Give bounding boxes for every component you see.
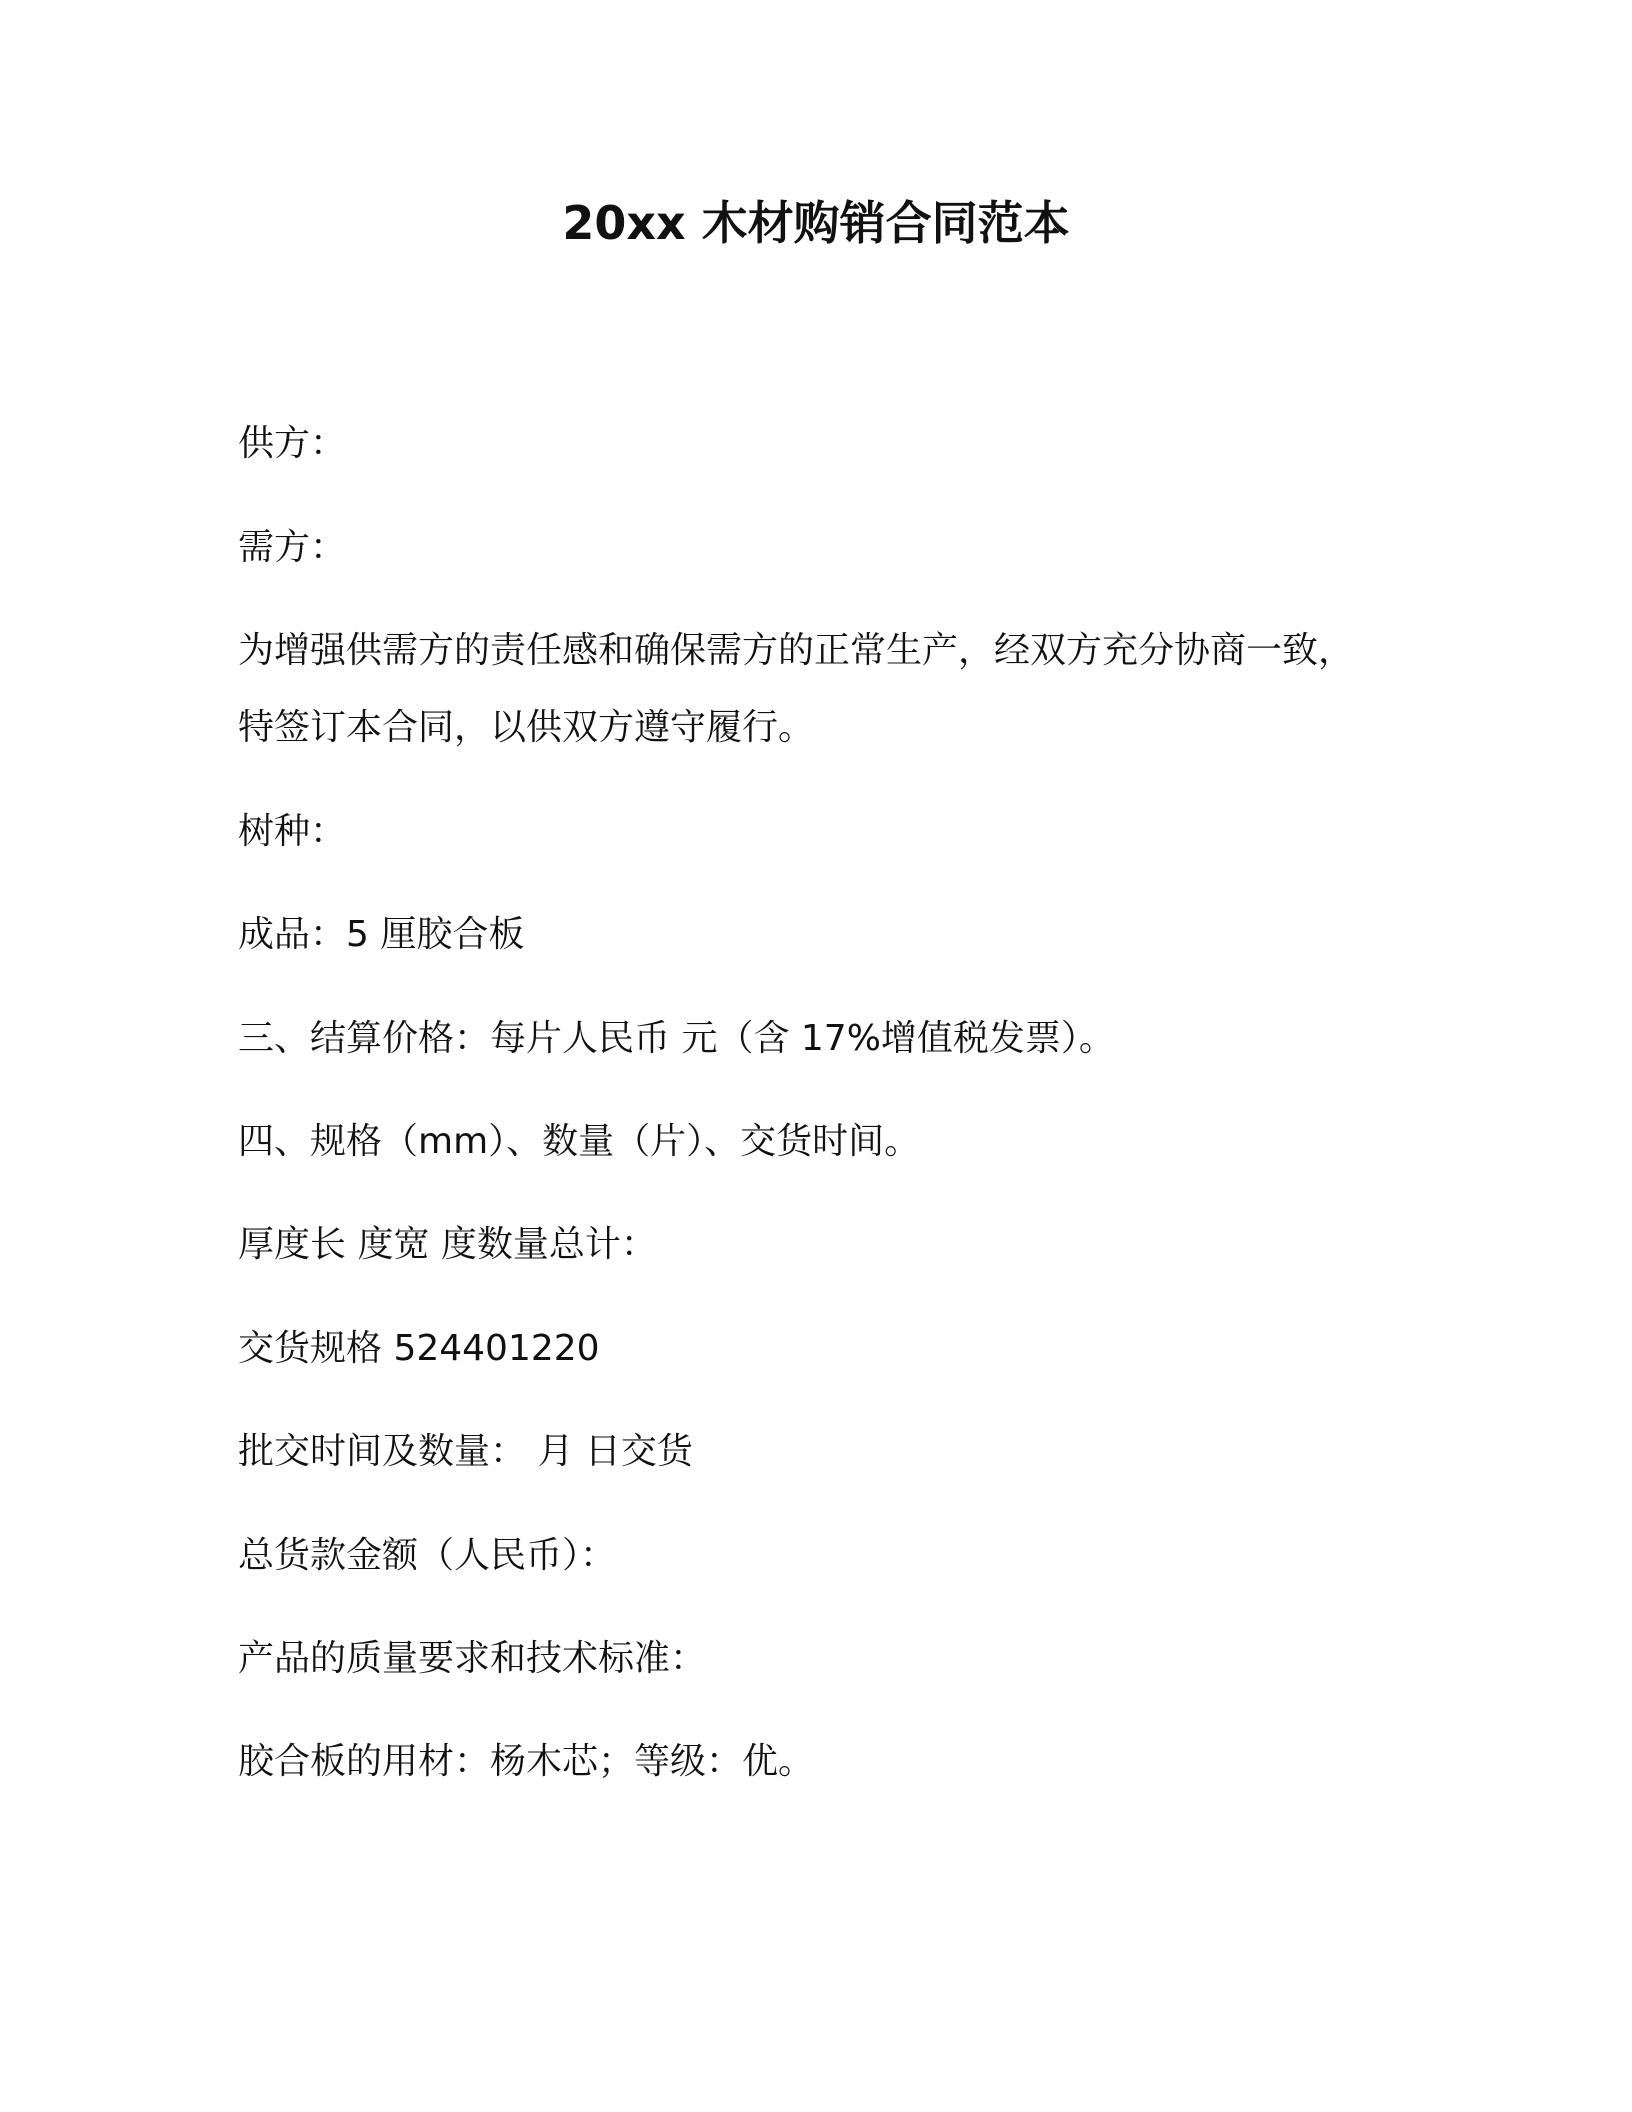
plywood-material-line: 胶合板的用材：杨木芯；等级：优。	[238, 1741, 815, 1782]
wood-species-line: 树种：	[238, 811, 347, 852]
document-title: 20xx 木材购销合同范本	[562, 196, 1070, 250]
delivery-spec-line: 交货规格 524401220	[238, 1328, 600, 1369]
total-amount-line: 总货款金额（人民币）：	[238, 1535, 617, 1576]
preamble-line-1: 为增强供需方的责任感和确保需方的正常生产，经双方充分协商一致，	[238, 630, 1355, 671]
settlement-price-line: 三、结算价格：每片人民币 元（含 17%增值税发票）。	[238, 1018, 1115, 1059]
specification-heading-line: 四、规格（mm）、数量（片）、交货时间。	[238, 1121, 921, 1162]
quality-requirements-line: 产品的质量要求和技术标准：	[238, 1638, 707, 1679]
batch-delivery-line: 批交时间及数量： 月 日交货	[238, 1431, 693, 1472]
buyer-line: 需方：	[238, 527, 347, 568]
product-line: 成品：5 厘胶合板	[238, 914, 525, 955]
preamble-line-2: 特签订本合同，以供双方遵守履行。	[238, 707, 815, 748]
dimensions-line: 厚度长 度宽 度数量总计：	[238, 1224, 657, 1265]
supplier-line: 供方：	[238, 423, 347, 464]
